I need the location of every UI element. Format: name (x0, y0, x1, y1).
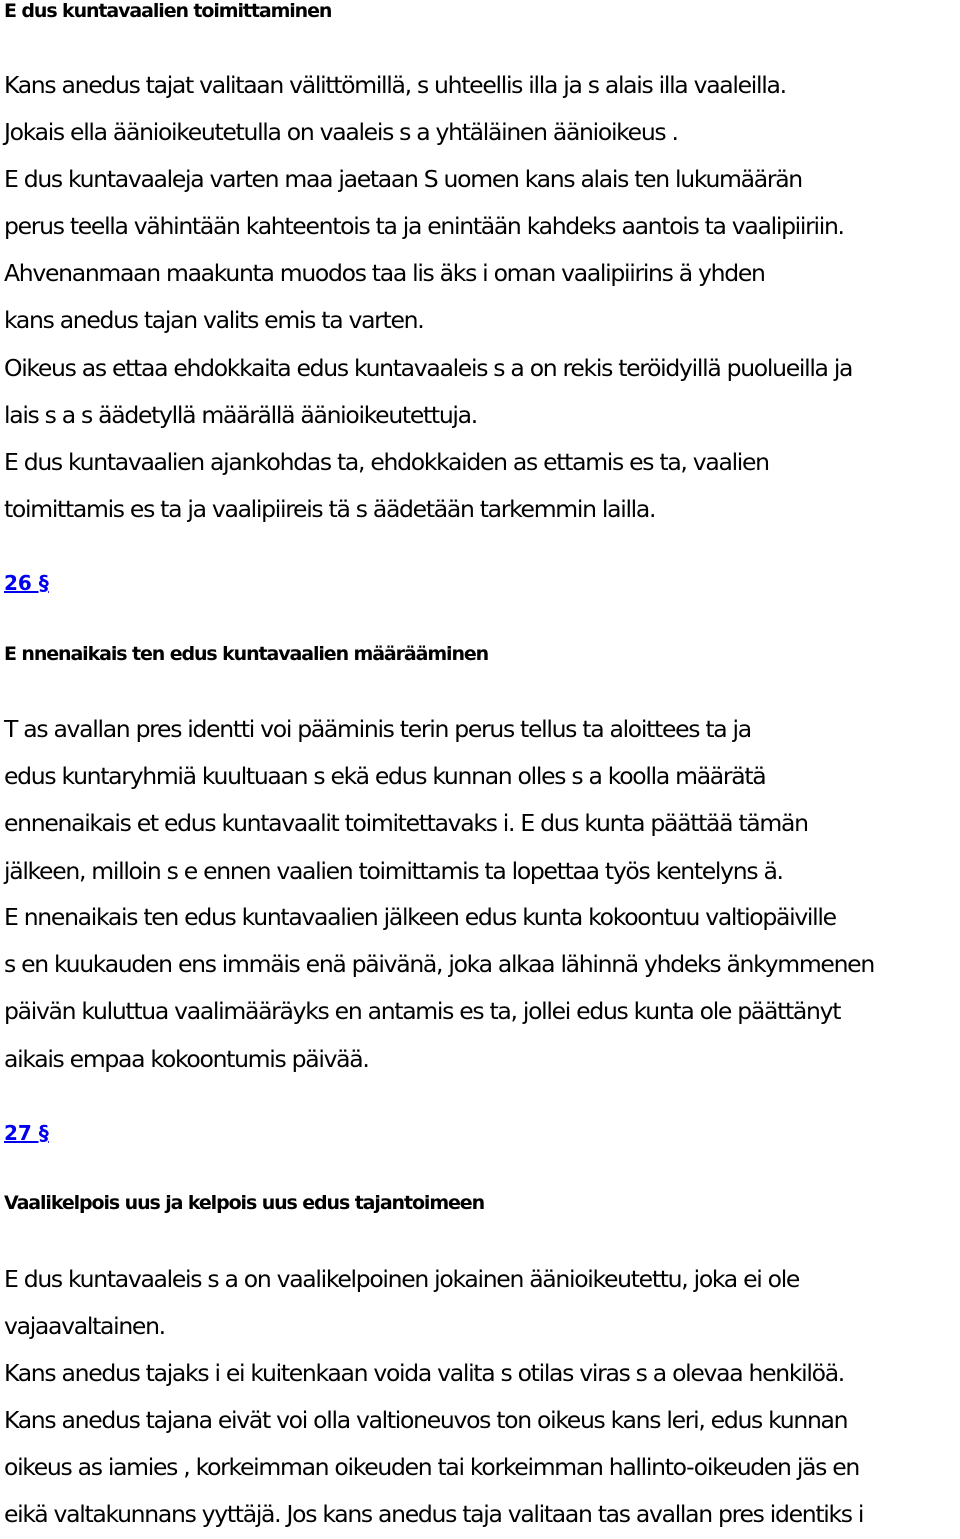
section-27-link[interactable]: 27 § (4, 1121, 49, 1145)
paragraph (4, 345, 959, 439)
paragraph-line: aikais empaa kokoontumis päivää. (4, 1044, 369, 1073)
paragraph (4, 1397, 959, 1539)
paragraph (4, 62, 959, 109)
paragraph (4, 1350, 959, 1397)
paragraph-line: E dus kuntavaaleja varten maa jaetaan S uomen kans alais ten lukumäärän (4, 165, 802, 193)
section-title: E dus kuntavaalien toimittaminen (4, 0, 332, 22)
section-26-link[interactable]: 26 § (4, 571, 49, 595)
paragraph-line: Kans anedus tajat valitaan välittömillä, s uhteellis illa ja s alais illa vaaleilla. (4, 71, 786, 99)
paragraph-line: oikeus as iamies , korkeimman oikeuden tai korkeimman hallinto-oikeuden jäs en (4, 1453, 860, 1482)
paragraph (4, 894, 959, 1083)
paragraph-line: toimittamis es ta ja vaalipiireis tä s äädetään tarkemmin lailla. (4, 495, 656, 524)
paragraph (4, 439, 959, 533)
paragraph-line: perus teella vähintään kahteentois ta ja enintään kahdeks aantois ta vaalipiiriin. (4, 212, 844, 241)
paragraph-line: Kans anedus tajaks i ei kuitenkaan voida valita s otilas viras s a olevaa henkilöä. (4, 1359, 844, 1387)
paragraph-line: E nnenaikais ten edus kuntavaalien jälkeen edus kunta kokoontuu valtiopäiville (4, 903, 836, 931)
paragraph-line: Jokais ella äänioikeutetulla on vaaleis s a yhtäläinen äänioikeus . (4, 118, 678, 146)
paragraph-line: jälkeen, milloin s e ennen vaalien toimittamis ta lopettaa työs kentelyns ä. (4, 856, 783, 885)
paragraph-line: E dus kuntavaaleis s a on vaalikelpoinen jokainen äänioikeutettu, joka ei ole (4, 1265, 800, 1293)
paragraph (4, 109, 959, 156)
paragraph (4, 250, 959, 344)
paragraph-line: ennenaikais et edus kuntavaalit toimitettavaks i. E dus kunta päättää tämän (4, 809, 808, 838)
paragraph (4, 156, 959, 250)
paragraph (4, 706, 959, 895)
paragraph-line: päivän kuluttua vaalimääräyks en antamis es ta, jollei edus kunta ole päättänyt (4, 997, 841, 1026)
section-title: Vaalikelpois uus ja kelpois uus edus tajantoimeen (4, 1192, 485, 1214)
paragraph-line: T as avallan pres identti voi pääminis terin perus tellus ta aloittees ta ja (4, 715, 751, 743)
paragraph-line: s en kuukauden ens immäis enä päivänä, joka alkaa lähinnä yhdeks änkymmenen (4, 950, 874, 979)
paragraph-line: kans anedus tajan valits emis ta varten. (4, 306, 424, 335)
section-title: E nnenaikais ten edus kuntavaalien määrääminen (4, 643, 489, 665)
paragraph-line: edus kuntaryhmiä kuultuaan s ekä edus kunnan olles s a koolla määrätä (4, 762, 766, 791)
paragraph-line: Oikeus as ettaa ehdokkaita edus kuntavaaleis s a on rekis teröidyillä puolueilla ja (4, 354, 853, 382)
paragraph (4, 1256, 959, 1350)
paragraph-line: Kans anedus tajana eivät voi olla valtioneuvos ton oikeus kans leri, edus kunnan (4, 1406, 848, 1434)
paragraph-line: eikä valtakunnans yyttäjä. Jos kans anedus taja valitaan tas avallan pres identiks i (4, 1500, 864, 1529)
paragraph-line: E dus kuntavaalien ajankohdas ta, ehdokkaiden as ettamis es ta, vaalien (4, 448, 769, 476)
paragraph-line: Ahvenanmaan maakunta muodos taa lis äks i oman vaalipiirins ä yhden (4, 259, 765, 287)
paragraph-line: lais s a s äädetyllä määrällä äänioikeutettuja. (4, 401, 477, 430)
paragraph-line: vajaavaltainen. (4, 1312, 165, 1341)
